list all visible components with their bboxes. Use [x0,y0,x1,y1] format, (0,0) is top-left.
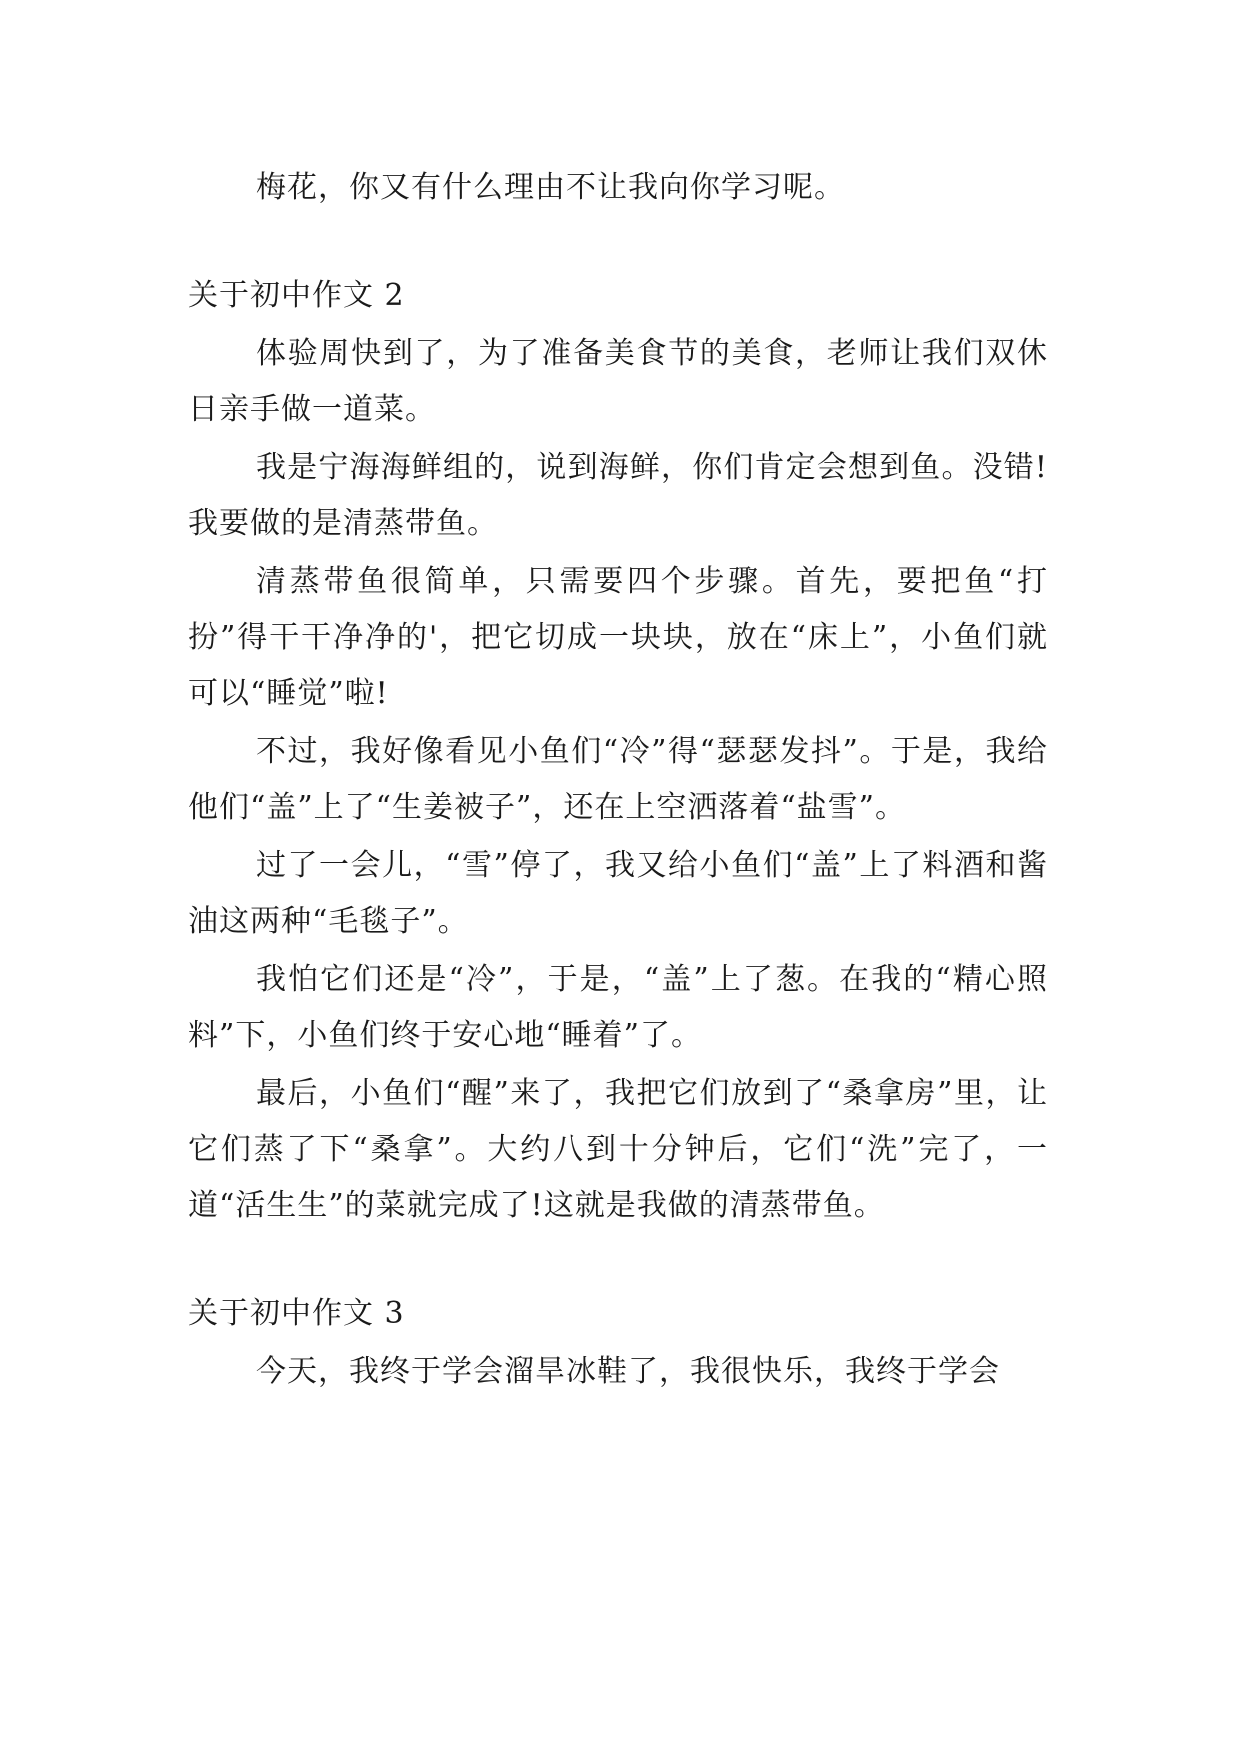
paragraph-ginger-blanket: 不过，我好像看见小鱼们“冷”得“瑟瑟发抖”。于是，我给他们“盖”上了“生姜被子”，还在上空洒落着“盐雪”。 [188,734,1048,825]
paragraph-wine-soy: 过了一会儿，“雪”停了，我又给小鱼们“盖”上了料酒和酱油这两种“毛毯子”。 [188,848,1048,939]
paragraph-experience-week: 体验周快到了，为了准备美食节的美食，老师让我们双休日亲手做一道菜。 [188,336,1048,427]
paragraph-steps-intro: 清蒸带鱼很简单，只需要四个步骤。首先，要把鱼“打扮”得干干净净的'，把它切成一块块，放在“床上”，小鱼们就可以“睡觉”啦! [188,564,1048,711]
document-body [188,160,1048,1402]
essay-heading-2: 关于初中作文 2 [188,278,405,313]
paragraph-scallion: 我怕它们还是“冷”，于是，“盖”上了葱。在我的“精心照料”下，小鱼们终于安心地“睡着”了。 [188,962,1048,1053]
paragraph-sauna-finish: 最后，小鱼们“醒”来了，我把它们放到了“桑拿房”里，让它们蒸了下“桑拿”。大约八到十分钟后，它们“洗”完了，一道“活生生”的菜就完成了!这就是我做的清蒸带鱼。 [188,1076,1048,1223]
paragraph-roller-skates: 今天，我终于学会溜旱冰鞋了，我很快乐，我终于学会 [256,1354,1000,1389]
essay-heading-3: 关于初中作文 3 [188,1296,405,1331]
paragraph-plum-closing: 梅花，你又有什么理由不让我向你学习呢。 [256,170,845,205]
paragraph-seafood-group: 我是宁海海鲜组的，说到海鲜，你们肯定会想到鱼。没错!我要做的是清蒸带鱼。 [188,450,1048,541]
